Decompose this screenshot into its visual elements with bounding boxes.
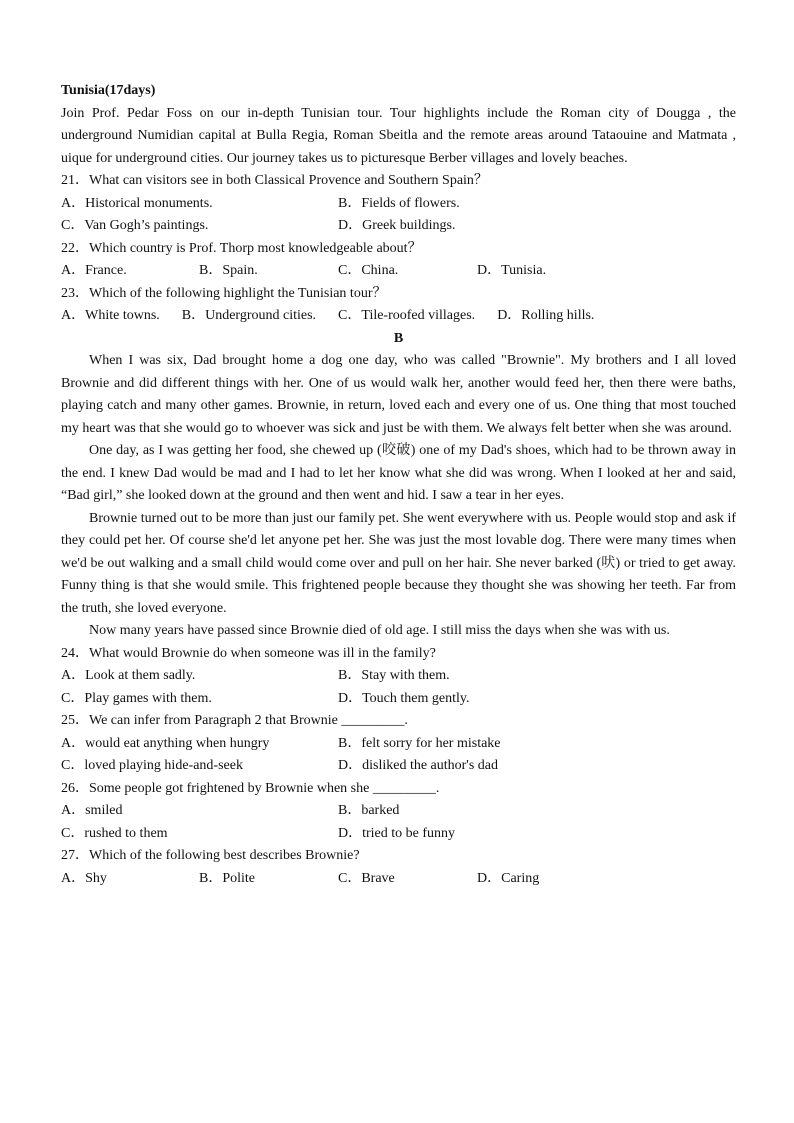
option-d: D．Greek buildings.	[338, 218, 456, 233]
options-row	[61, 305, 736, 328]
passage-paragraph-4: Now many years have passed since Brownie died of old age. I still miss the days when she was with us.	[89, 623, 670, 638]
option-d: D．disliked the author's dad	[338, 758, 498, 773]
option-a: A．France.	[61, 263, 127, 278]
intro-paragraph: Join Prof. Pedar Foss on our in-depth Tunisian tour. Tour highlights include the Roman city of Dougga , the underground Numidian capital at Bulla Regia, Roman Sbeitla and the remote areas around Tataouine and Matmata , uique for underground cities. Our journey takes us to picturesque Berber villages and lovely beaches.	[61, 105, 736, 166]
question-stem: 21．What can visitors see in both Classical Provence and Southern Spain？	[61, 173, 488, 188]
option-c: C．Brave	[338, 870, 395, 886]
question-stem: 24．What would Brownie do when someone was ill in the family?	[61, 645, 436, 661]
option-c: C．Tile-roofed villages.	[338, 308, 476, 323]
option-b: B．Underground cities.	[181, 308, 317, 323]
question-stem: 25．We can infer from Paragraph 2 that Brownie _________.	[61, 713, 408, 728]
option-d: D．Caring	[477, 870, 540, 886]
question-stem: 27．Which of the following best describes Brownie?	[61, 848, 360, 863]
question-stem: 23．Which of the following highlight the Tunisian tour？	[61, 285, 387, 301]
options-row	[61, 755, 736, 778]
question-25	[61, 710, 736, 778]
document-page	[61, 80, 736, 890]
option-b: B．Spain.	[199, 263, 258, 278]
option-c: C．rushed to them	[61, 825, 168, 841]
options-row	[61, 215, 736, 238]
question-26	[61, 778, 736, 846]
passage-paragraph-1: When I was six, Dad brought home a dog one day, who was called "Brownie". My brothers and I all loved Brownie and did different things with her. One of us would walk her, another would feed her, then there were baths, playing catch and many other games. Brownie, in return, loved each and every one of us. One thing that most touched my heart was that she would go to whoever was sick and just be with them. We always felt better when she was around.	[61, 353, 736, 436]
question-27	[61, 845, 736, 890]
option-a: A．smiled	[61, 803, 123, 818]
question-stem: 22．Which country is Prof. Thorp most knowledgeable about？	[61, 240, 422, 256]
option-a: A．would eat anything when hungry	[61, 735, 270, 751]
option-d: D．Rolling hills.	[497, 308, 595, 323]
option-a: A．Shy	[61, 870, 107, 886]
option-d: D．Tunisia.	[477, 263, 547, 278]
option-b: B．felt sorry for her mistake	[338, 735, 501, 751]
option-b: B．barked	[338, 803, 400, 818]
section-title: Tunisia(17days)	[61, 83, 156, 98]
option-d: D．tried to be funny	[338, 825, 456, 841]
options-row	[61, 733, 736, 756]
option-c: C．Play games with them.	[61, 690, 212, 706]
options-row	[61, 800, 736, 823]
option-b: B．Stay with them.	[338, 668, 450, 683]
options-row	[61, 823, 736, 846]
question-stem: 26．Some people got frightened by Brownie when she _________.	[61, 780, 440, 796]
question-22	[61, 238, 736, 283]
options-row	[61, 193, 736, 216]
option-b: B．Polite	[199, 870, 256, 886]
options-row	[61, 868, 736, 891]
options-row	[61, 260, 736, 283]
option-a: A．Historical monuments.	[61, 195, 213, 211]
option-a: A．White towns.	[61, 308, 160, 323]
passage-paragraph-2: One day, as I was getting her food, she chewed up (咬破) one of my Dad's shoes, which had to be thrown away in the end. I knew Dad would be mad and I had to let her know what she did was wrong. When I looked at her and said, “Bad girl,” she looked down at the ground and then went and hid. I saw a tear in her eyes.	[61, 443, 736, 503]
section-heading: B	[393, 330, 404, 346]
option-a: A．Look at them sadly.	[61, 668, 196, 683]
option-b: B．Fields of flowers.	[338, 195, 460, 211]
passage-paragraph-3: Brownie turned out to be more than just our family pet. She went everywhere with us. People would stop and ask if they could pet her. Of course she'd let anyone pet her. She was just the most lovable dog. There were many times when we'd be out walking and a small child would come over and pull on her hair. She never barked (吠) or tried to get away. Funny thing is that she would smile. This frightened people because they thought she was showing her teeth. Far from the truth, she loved everyone.	[61, 510, 736, 616]
options-row	[61, 688, 736, 711]
option-c: C．loved playing hide-and-seek	[61, 758, 243, 773]
option-d: D．Touch them gently.	[338, 690, 470, 706]
question-21	[61, 170, 736, 238]
question-24	[61, 643, 736, 711]
question-23	[61, 283, 736, 328]
option-c: C．China.	[338, 263, 399, 278]
options-row	[61, 665, 736, 688]
option-c: C．Van Gogh’s paintings.	[61, 218, 209, 233]
